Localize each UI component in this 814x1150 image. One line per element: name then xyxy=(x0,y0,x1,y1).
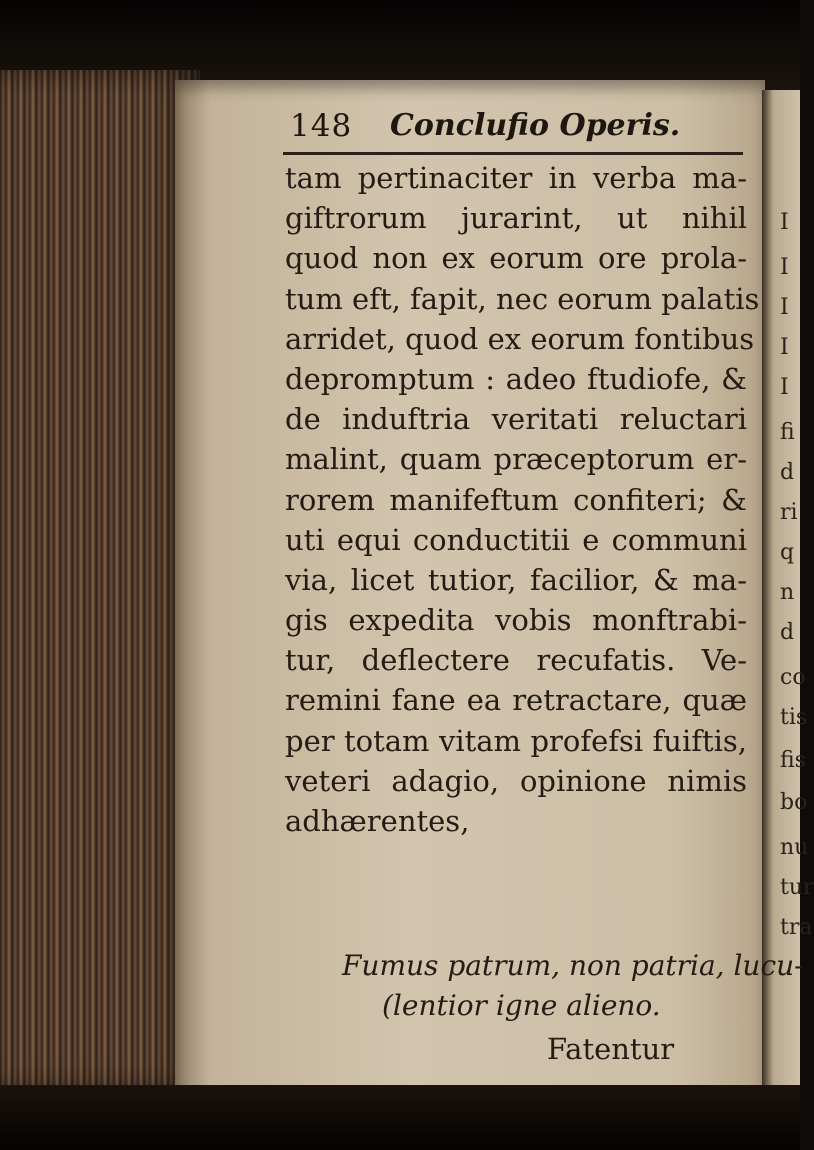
fragment: nu xyxy=(780,835,809,860)
text-line: per totam vitam profefsi fuiftis, xyxy=(285,723,747,758)
fragment: ri xyxy=(780,500,798,525)
catchword: Fatentur xyxy=(547,1032,675,1066)
fragment: fis xyxy=(780,748,806,773)
text-line: depromptum : adeo ftudiofe, & xyxy=(285,361,747,396)
fragment: co xyxy=(780,665,806,690)
text-line: gis expedita vobis monftrabi- xyxy=(285,603,747,638)
fragment: n xyxy=(780,580,795,605)
verse-line: (lentior igne alieno. xyxy=(382,989,661,1022)
text-line: uti equi conductitii e communi xyxy=(285,522,747,557)
text-line: tum eft, fapit, nec eorum palatis xyxy=(285,281,760,316)
text-line: via, licet tutior, facilior, & ma- xyxy=(285,562,747,597)
fragment: tra xyxy=(780,915,813,940)
text-line: remini fane ea retractare, quæ xyxy=(285,683,747,718)
page-header xyxy=(290,108,730,148)
text-line: adhærentes, xyxy=(285,804,470,838)
fragment: I xyxy=(780,335,789,360)
fragment: I xyxy=(780,375,789,400)
fragment: bo xyxy=(780,790,808,815)
text-line: veteri adagio, opinione nimis xyxy=(285,763,747,798)
fragment: I xyxy=(780,295,789,320)
text-line: de induftria veritati reluctari xyxy=(285,402,747,437)
fragment: I xyxy=(780,210,789,235)
verse-quotation xyxy=(285,946,804,1026)
fragment: d xyxy=(780,460,795,485)
fragment: q xyxy=(780,540,795,565)
running-title: Conclufio Operis. xyxy=(390,108,681,143)
fragment: d xyxy=(780,620,795,645)
body-text xyxy=(285,158,760,841)
page-number: 148 xyxy=(290,108,353,144)
header-rule xyxy=(283,152,743,155)
book-gutter xyxy=(0,70,200,1090)
fragment: I xyxy=(780,255,789,280)
fragment: tur xyxy=(780,875,814,900)
text-line: tur, deflectere recufatis. Ve- xyxy=(285,643,747,678)
fragment: fi xyxy=(780,420,795,445)
text-line: arridet, quod ex eorum fontibus xyxy=(285,321,755,356)
text-line: rorem manifeftum confiteri; & xyxy=(285,482,747,517)
fragment: tis xyxy=(780,705,808,730)
text-line: giftrorum jurarint, ut nihil xyxy=(285,201,747,236)
text-line: malint, quam præceptorum er- xyxy=(285,442,747,477)
text-line: quod non ex eorum ore prola- xyxy=(285,241,747,276)
background-bottom xyxy=(0,1085,800,1150)
text-line: tam pertinaciter in verba ma- xyxy=(285,161,747,195)
verse-line: Fumus patrum, non patria, lucu- xyxy=(342,949,804,982)
